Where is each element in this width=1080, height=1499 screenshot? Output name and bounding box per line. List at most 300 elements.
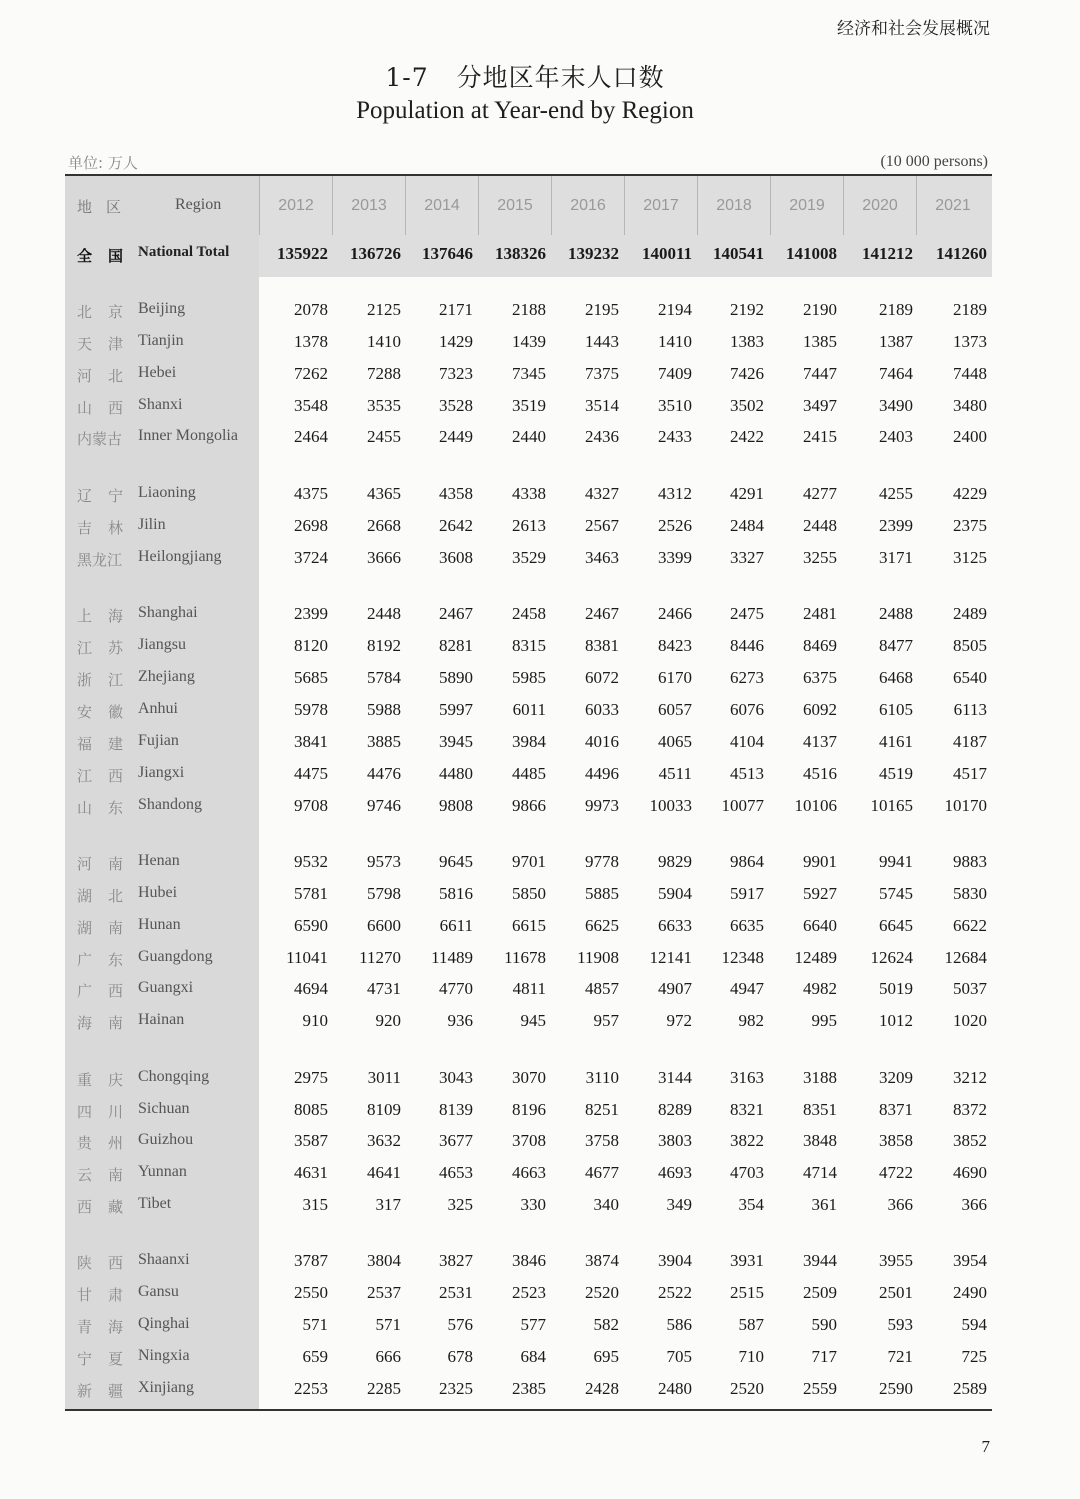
population-value: 8469 [803, 636, 837, 655]
region-name-cn-part: 藏 [107, 1198, 123, 1216]
population-value: 6633 [658, 916, 692, 935]
region-row [65, 1190, 992, 1222]
region-row [65, 1126, 992, 1158]
population-value: 9532 [294, 852, 328, 871]
population-value: 3874 [585, 1251, 619, 1270]
region-name-cn-part: 西 [107, 982, 123, 1000]
region-name-cn [77, 485, 123, 506]
population-value: 4476 [367, 764, 401, 783]
region-name-cn [77, 1252, 123, 1273]
population-value: 577 [520, 1315, 546, 1334]
region-name-en: Inner Mongolia [138, 427, 238, 444]
population-value: 2489 [953, 604, 987, 623]
population-value: 2475 [730, 604, 764, 623]
population-value: 9864 [730, 852, 764, 871]
region-name-cn-part: 贵 [77, 1134, 93, 1152]
region-name-cn-part: 新 [77, 1382, 93, 1400]
population-value: 7375 [585, 364, 619, 383]
population-value: 4358 [439, 484, 473, 503]
population-value: 3327 [730, 548, 764, 567]
region-name-en: Tibet [138, 1195, 172, 1212]
population-value: 2559 [803, 1379, 837, 1398]
region-name-cn [77, 637, 123, 658]
region-name-cn-part: 山 [77, 799, 93, 817]
population-value: 2188 [512, 300, 546, 319]
population-value: 4907 [658, 979, 692, 998]
region-name-cn [77, 428, 123, 449]
population-value: 2522 [658, 1283, 692, 1302]
region-name-cn-part: 西 [77, 1198, 93, 1216]
population-value: 2428 [585, 1379, 619, 1398]
population-value: 9778 [585, 852, 619, 871]
population-value: 590 [811, 1315, 837, 1334]
population-value: 2285 [367, 1379, 401, 1398]
population-value: 11908 [577, 948, 619, 967]
region-name-cn-part: 夏 [107, 1350, 123, 1368]
population-value: 4161 [879, 732, 913, 751]
population-value: 8251 [585, 1100, 619, 1119]
population-value: 4277 [803, 484, 837, 503]
region-row [65, 1095, 992, 1127]
population-value: 586 [666, 1315, 692, 1334]
region-row [65, 631, 992, 663]
population-value: 3804 [367, 1251, 401, 1270]
population-value: 4631 [294, 1163, 328, 1182]
region-name-en: Jiangsu [138, 636, 186, 653]
population-value: 957 [593, 1011, 619, 1030]
region-name-cn-part: 庆 [107, 1071, 123, 1089]
population-value: 8446 [730, 636, 764, 655]
table-title-en: Population at Year-end by Region [356, 97, 694, 124]
population-value: 1012 [879, 1011, 913, 1030]
region-name-cn [77, 949, 123, 970]
population-value: 3904 [658, 1251, 692, 1270]
population-value: 3529 [512, 548, 546, 567]
region-name-cn-part: 全 [77, 247, 93, 265]
population-value: 9708 [294, 796, 328, 815]
population-value: 4694 [294, 979, 328, 998]
region-row [65, 911, 992, 943]
population-value: 340 [593, 1195, 619, 1214]
population-value: 2590 [879, 1379, 913, 1398]
year-header: 2021 [916, 176, 989, 235]
population-value: 1410 [367, 332, 401, 351]
population-value: 3502 [730, 396, 764, 415]
population-value: 5904 [658, 884, 692, 903]
region-row [65, 1158, 992, 1190]
region-name-cn-part: 疆 [107, 1382, 123, 1400]
population-value: 678 [447, 1347, 473, 1366]
population-value: 3070 [512, 1068, 546, 1087]
population-value: 8423 [658, 636, 692, 655]
population-value: 587 [738, 1315, 764, 1334]
population-value: 6273 [730, 668, 764, 687]
population-value: 4485 [512, 764, 546, 783]
region-row [65, 391, 992, 423]
region-name-cn-part: 徽 [107, 703, 123, 721]
region-row [65, 327, 992, 359]
population-value: 6076 [730, 700, 764, 719]
population-value: 4475 [294, 764, 328, 783]
region-row [65, 543, 992, 575]
region-name-cn-part: 江 [77, 767, 93, 785]
region-name-cn-part: 广 [77, 982, 93, 1000]
population-value: 2613 [512, 516, 546, 535]
year-header: 2015 [478, 176, 551, 235]
region-name-cn-part: 苏 [107, 639, 123, 657]
population-value: 135922 [277, 244, 328, 263]
population-value: 6057 [658, 700, 692, 719]
population-value: 2523 [512, 1283, 546, 1302]
population-value: 3163 [730, 1068, 764, 1087]
population-value: 7288 [367, 364, 401, 383]
population-value: 705 [666, 1347, 692, 1366]
population-value: 9866 [512, 796, 546, 815]
region-row [65, 1063, 992, 1095]
population-value: 1439 [512, 332, 546, 351]
population-value: 5798 [367, 884, 401, 903]
population-value: 9746 [367, 796, 401, 815]
population-value: 3677 [439, 1131, 473, 1150]
population-value: 4693 [658, 1163, 692, 1182]
region-row [65, 974, 992, 1006]
population-value: 2467 [585, 604, 619, 623]
region-name-cn [77, 885, 123, 906]
region-name-cn [77, 1132, 123, 1153]
population-value: 1385 [803, 332, 837, 351]
population-value: 5816 [439, 884, 473, 903]
header-region-cn [77, 196, 121, 217]
population-value: 5685 [294, 668, 328, 687]
region-name-cn [77, 301, 123, 322]
population-value: 1020 [953, 1011, 987, 1030]
population-value: 3608 [439, 548, 473, 567]
region-name-cn [77, 1316, 123, 1337]
population-value: 315 [302, 1195, 328, 1214]
population-value: 3463 [585, 548, 619, 567]
population-value: 2385 [512, 1379, 546, 1398]
population-value: 10165 [870, 796, 913, 815]
population-value: 325 [447, 1195, 473, 1214]
population-value: 4690 [953, 1163, 987, 1182]
population-value: 1383 [730, 332, 764, 351]
population-value: 330 [520, 1195, 546, 1214]
region-name-cn-part: 南 [107, 1166, 123, 1184]
population-value: 6635 [730, 916, 764, 935]
population-value: 141212 [862, 244, 913, 263]
population-value: 138326 [495, 244, 546, 263]
population-value: 2501 [879, 1283, 913, 1302]
population-value: 2537 [367, 1283, 401, 1302]
population-value: 982 [738, 1011, 764, 1030]
year-header: 2012 [259, 176, 332, 235]
population-value: 571 [302, 1315, 328, 1334]
region-name-en: Gansu [138, 1283, 179, 1300]
population-value: 9901 [803, 852, 837, 871]
population-value: 4229 [953, 484, 987, 503]
population-value: 7323 [439, 364, 473, 383]
population-value: 5781 [294, 884, 328, 903]
region-name-en: Jilin [138, 516, 166, 533]
population-value: 8315 [512, 636, 546, 655]
population-value: 684 [520, 1347, 546, 1366]
population-value: 5830 [953, 884, 987, 903]
region-name-en: Jiangxi [138, 764, 185, 781]
population-value: 8351 [803, 1100, 837, 1119]
population-value: 4480 [439, 764, 473, 783]
region-name-cn [77, 1069, 123, 1090]
population-value: 945 [520, 1011, 546, 1030]
population-value: 139232 [568, 244, 619, 263]
region-name-cn-part: 州 [107, 1134, 123, 1152]
population-value: 659 [302, 1347, 328, 1366]
population-value: 1387 [879, 332, 913, 351]
region-name-cn-part: 天 [77, 335, 93, 353]
region-name-cn-part: 吉 [77, 519, 93, 537]
population-value: 6113 [953, 700, 987, 719]
population-value: 3708 [512, 1131, 546, 1150]
running-head: 经济和社会发展概况 [837, 19, 990, 39]
population-value: 11489 [431, 948, 473, 967]
population-value: 2464 [294, 427, 328, 446]
population-value: 6625 [585, 916, 619, 935]
year-header: 2014 [405, 176, 478, 235]
region-row [65, 479, 992, 511]
region-name-cn-part: 西 [107, 767, 123, 785]
region-name-cn-part: 陕 [77, 1254, 93, 1272]
region-name-en: Ningxia [138, 1347, 190, 1364]
population-value: 2325 [439, 1379, 473, 1398]
region-name-cn-part: 安 [77, 703, 93, 721]
population-value: 10033 [649, 796, 692, 815]
population-value: 3011 [367, 1068, 401, 1087]
region-name-cn-part: 福 [77, 735, 93, 753]
population-value: 571 [375, 1315, 401, 1334]
region-name-en: Heilongjiang [138, 548, 222, 565]
region-name-cn [77, 797, 123, 818]
population-value: 717 [811, 1347, 837, 1366]
region-name-cn [77, 1101, 123, 1122]
region-name-cn-part: 宁 [107, 487, 123, 505]
population-value: 8321 [730, 1100, 764, 1119]
region-row [65, 879, 992, 911]
population-value: 5037 [953, 979, 987, 998]
population-value: 3803 [658, 1131, 692, 1150]
region-name-cn-part: 东 [107, 951, 123, 969]
region-name-cn-part: 宁 [77, 1350, 93, 1368]
region-name-cn-part: 肃 [107, 1286, 123, 1304]
population-value: 8381 [585, 636, 619, 655]
population-value: 2403 [879, 427, 913, 446]
population-value: 721 [887, 1347, 913, 1366]
region-name-en: Beijing [138, 300, 186, 317]
population-value: 8505 [953, 636, 987, 655]
region-name-cn-part: 山 [77, 399, 93, 417]
population-value: 4016 [585, 732, 619, 751]
region-name-cn-part: 川 [107, 1103, 123, 1121]
population-value: 2589 [953, 1379, 987, 1398]
region-name-cn [77, 1348, 123, 1369]
region-name-cn-part: 西 [107, 399, 123, 417]
population-value: 3125 [953, 548, 987, 567]
region-name-en: Sichuan [138, 1100, 190, 1117]
population-value: 2698 [294, 516, 328, 535]
region-name-en: Hunan [138, 916, 181, 933]
region-row [65, 599, 992, 631]
population-value: 9573 [367, 852, 401, 871]
population-value: 3724 [294, 548, 328, 567]
population-value: 6615 [512, 916, 546, 935]
region-name-cn-part: 海 [107, 1318, 123, 1336]
population-value: 6622 [953, 916, 987, 935]
region-name-cn-part: 甘 [77, 1286, 93, 1304]
population-value: 3858 [879, 1131, 913, 1150]
population-value: 11041 [286, 948, 328, 967]
region-name-cn-part: 广 [77, 951, 93, 969]
population-value: 10077 [721, 796, 764, 815]
population-value: 2400 [953, 427, 987, 446]
population-value: 9973 [585, 796, 619, 815]
region-name-cn-part: 江 [107, 671, 123, 689]
region-name-cn [77, 517, 123, 538]
population-value: 6011 [512, 700, 546, 719]
population-value: 5784 [367, 668, 401, 687]
population-value: 3212 [953, 1068, 987, 1087]
population-value: 3945 [439, 732, 473, 751]
population-value: 5850 [512, 884, 546, 903]
population-value: 2526 [658, 516, 692, 535]
table-title-cn-text: 分地区年末人口数 [456, 63, 665, 92]
population-value: 8139 [439, 1100, 473, 1119]
region-name-en: Shandong [138, 796, 202, 813]
population-value: 2195 [585, 300, 619, 319]
population-value: 9941 [879, 852, 913, 871]
population-value: 3984 [512, 732, 546, 751]
region-name-cn [77, 1012, 123, 1033]
population-value: 4375 [294, 484, 328, 503]
population-value: 2192 [730, 300, 764, 319]
population-value: 4312 [658, 484, 692, 503]
region-name-cn [77, 1164, 123, 1185]
region-name-cn [77, 1196, 123, 1217]
population-value: 7409 [658, 364, 692, 383]
population-value: 12489 [794, 948, 837, 967]
region-row [65, 727, 992, 759]
population-value: 8085 [294, 1100, 328, 1119]
region-row [65, 759, 992, 791]
region-name-en: Henan [138, 852, 180, 869]
region-name-en: Tianjin [138, 332, 184, 349]
population-value: 4496 [585, 764, 619, 783]
population-value: 9701 [512, 852, 546, 871]
population-value: 3255 [803, 548, 837, 567]
region-name-cn [77, 980, 123, 1001]
region-name-cn-part: 云 [77, 1166, 93, 1184]
region-name-cn-part: 南 [107, 1014, 123, 1032]
population-value: 2455 [367, 427, 401, 446]
population-value: 5890 [439, 668, 473, 687]
year-header: 2020 [843, 176, 916, 235]
region-name-cn [77, 853, 123, 874]
region-name-cn [77, 1284, 123, 1305]
population-value: 6611 [439, 916, 473, 935]
region-row [65, 295, 992, 327]
region-name-cn [77, 669, 123, 690]
population-value: 7448 [953, 364, 987, 383]
population-value: 3399 [658, 548, 692, 567]
table-title-cn [0, 58, 1050, 94]
region-name-cn-part: 西 [107, 1254, 123, 1272]
header-region-cn-char: 区 [105, 198, 121, 216]
region-name-cn-part: 北 [77, 303, 93, 321]
region-name-en: Shanxi [138, 396, 183, 413]
population-value: 141008 [786, 244, 837, 263]
population-value: 7345 [512, 364, 546, 383]
region-name-cn [77, 397, 123, 418]
population-value: 6640 [803, 916, 837, 935]
population-value: 2488 [879, 604, 913, 623]
population-value: 4714 [803, 1163, 837, 1182]
population-value: 9808 [439, 796, 473, 815]
population-value: 3514 [585, 396, 619, 415]
population-value: 137646 [422, 244, 473, 263]
population-value: 4982 [803, 979, 837, 998]
population-value: 3144 [658, 1068, 692, 1087]
population-value: 2189 [879, 300, 913, 319]
population-value: 725 [961, 1347, 987, 1366]
header-region-cn-char: 地 [77, 198, 93, 216]
population-value: 4731 [367, 979, 401, 998]
population-value: 8120 [294, 636, 328, 655]
region-name-cn-part: 黑龙江 [77, 551, 123, 569]
population-value: 5997 [439, 700, 473, 719]
population-value: 3885 [367, 732, 401, 751]
population-value: 4065 [658, 732, 692, 751]
region-name-cn [77, 245, 123, 266]
region-name-en: Shanghai [138, 604, 198, 621]
population-value: 366 [887, 1195, 913, 1214]
population-value: 3954 [953, 1251, 987, 1270]
population-value: 4338 [512, 484, 546, 503]
population-value: 4513 [730, 764, 764, 783]
population-value: 1410 [658, 332, 692, 351]
region-name-en: Guangxi [138, 979, 194, 996]
population-value: 6600 [367, 916, 401, 935]
population-value: 2975 [294, 1068, 328, 1087]
region-name-cn-part: 湖 [77, 887, 93, 905]
region-name-cn [77, 605, 123, 626]
region-row [65, 1342, 992, 1374]
population-value: 4857 [585, 979, 619, 998]
region-name-en: Shaanxi [138, 1251, 190, 1268]
population-value: 6092 [803, 700, 837, 719]
year-header: 2017 [624, 176, 697, 235]
population-value: 910 [302, 1011, 328, 1030]
population-value: 8477 [879, 636, 913, 655]
population-value: 2480 [658, 1379, 692, 1398]
region-name-cn-part: 南 [107, 855, 123, 873]
population-value: 354 [738, 1195, 764, 1214]
population-value: 2484 [730, 516, 764, 535]
population-value: 4517 [953, 764, 987, 783]
population-value: 3787 [294, 1251, 328, 1270]
population-value: 936 [447, 1011, 473, 1030]
region-name-en: Qinghai [138, 1315, 190, 1332]
population-value: 4516 [803, 764, 837, 783]
region-name-cn [77, 765, 123, 786]
population-value: 3758 [585, 1131, 619, 1150]
region-name-cn-part: 海 [107, 607, 123, 625]
